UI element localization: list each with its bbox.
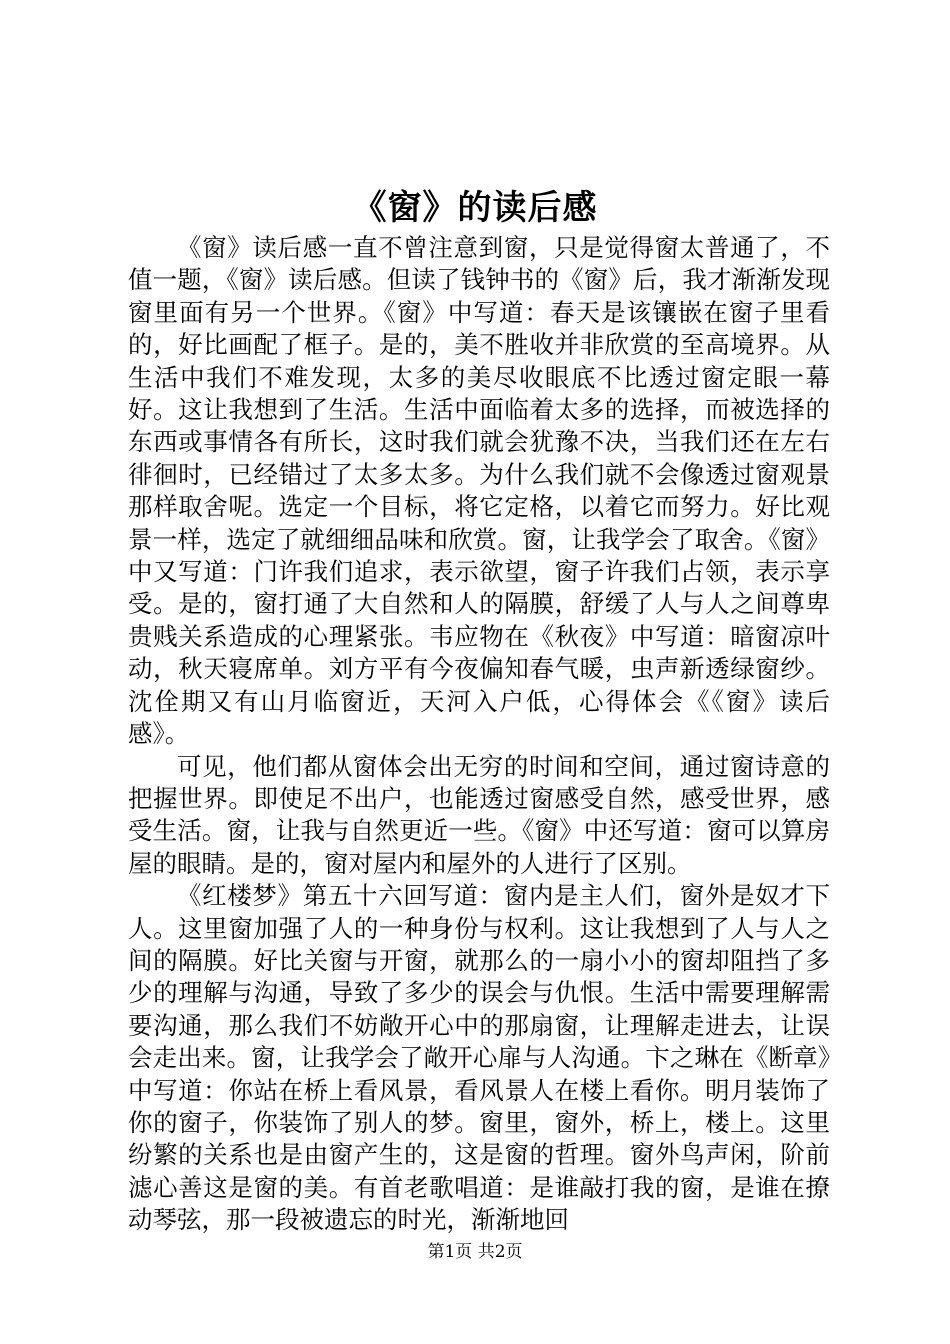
page-number-footer: 第1页 共2页 (427, 1242, 523, 1262)
paragraph-1: 《窗》读后感一直不曾注意到窗，只是觉得窗太普通了，不值一题，《窗》读后感。但读了钱钟书的《窗》后，我才渐渐发现窗里面有另一个世界。《窗》中写道：春天是该镶嵌在窗子里看的，好比画配了框子。是的，美不胜收并非欣赏的至高境界。从生活中我们不难发现，太多的美尽收眼底不比透过窗定眼一幕好。这让我想到了生活。生活中面临着太多的选择，而被选择的东西或事情各有所长，这时我们就会犹豫不决，当我们还在左右徘徊时，已经错过了太多太多。为什么我们就不会像透过窗观景那样取舍呢。选定一个目标，将它定格，以着它而努力。好比观景一样，选定了就细细品味和欣赏。窗，让我学会了取舍。《窗》中又写道：门许我们追求，表示欲望，窗子许我们占领，表示享受。是的，窗打通了大自然和人的隔膜，舒缓了人与人之间尊卑贵贱关系造成的心理紧张。韦应物在《秋夜》中写道：暗窗凉叶动，秋天寝席单。刘方平有今夜偏知春气暖，虫声新透绿窗纱。沈佺期又有山月临窗近，天河入户低，心得体会《《窗》读后感》。 (128, 233, 830, 749)
paragraph-3: 《红楼梦》第五十六回写道：窗内是主人们，窗外是奴才下人。这里窗加强了人的一种身份与权利。这让我想到了人与人之间的隔膜。好比关窗与开窗，就那么的一扇小小的窗却阻挡了多少的理解与沟通，导致了多少的误会与仇恨。生活中需要理解需要沟通，那么我们不妨敞开心中的那扇窗，让理解走进去，让误会走出来。窗，让我学会了敞开心扉与人沟通。卞之琳在《断章》中写道：你站在桥上看风景，看风景人在楼上看你。明月装饰了你的窗子，你装饰了别人的梦。窗里，窗外，桥上，楼上。这里纷繁的关系也是由窗产生的，这是窗的哲理。窗外鸟声闲，阶前滤心善这是窗的美。有首老歌唱道：是谁敲打我的窗，是谁在撩动琴弦，那一段被遗忘的时光，渐渐地回 (128, 881, 830, 1235)
page-title: 《窗》的读后感 (352, 188, 598, 228)
paragraph-2: 可见，他们都从窗体会出无穷的时间和空间，通过窗诗意的把握世界。即使足不出户，也能透过窗感受自然，感受世界，感受生活。窗，让我与自然更近一些。《窗》中还写道：窗可以算房屋的眼睛。是的，窗对屋内和屋外的人进行了区别。 (128, 751, 830, 878)
article-body (128, 232, 830, 1237)
